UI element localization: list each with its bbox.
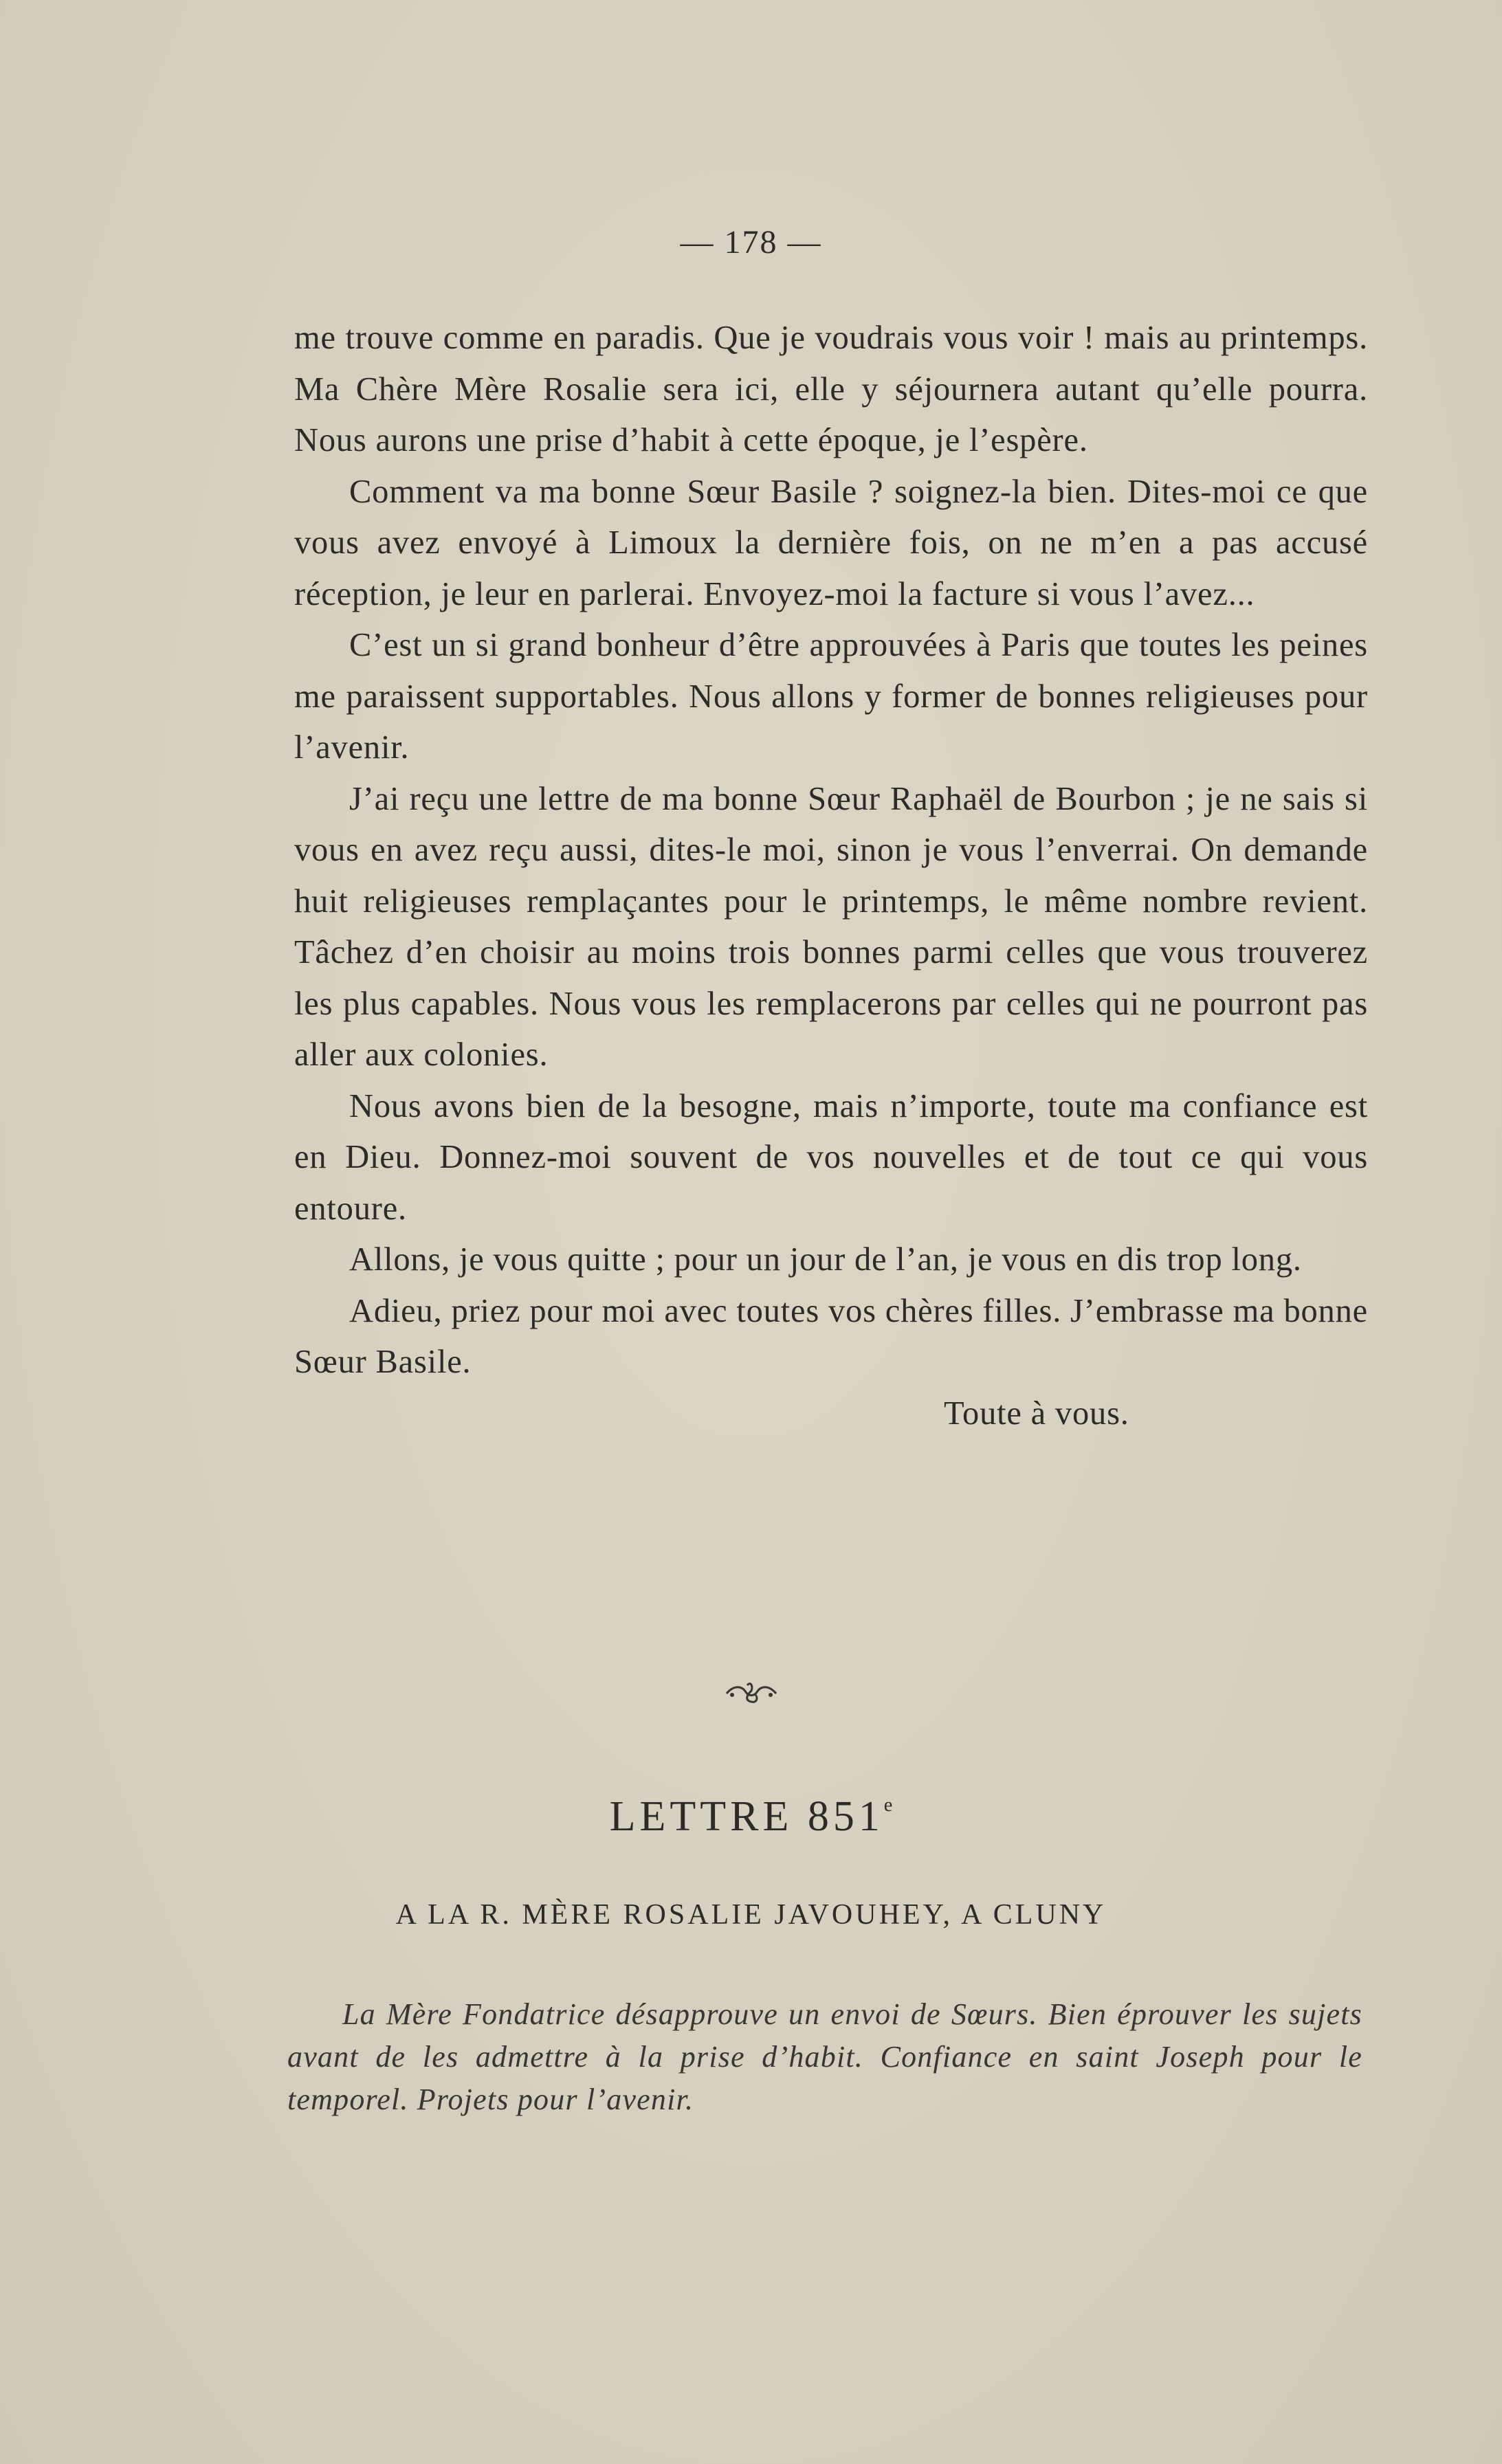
paragraph: Nous avons bien de la besogne, mais n’importe, toute ma confiance est en Dieu. Donnez-moi souvent de vos nouvelles et de tout ce qui vous entoure. (294, 1087, 1368, 1227)
paragraph: Allons, je vous quitte ; pour un jour de l’an, je vous en dis trop long. (349, 1241, 1302, 1278)
paragraph: Adieu, priez pour moi avec toutes vos chères filles. J’embrasse ma bonne Sœur Basile. (294, 1292, 1368, 1380)
letter-body (294, 313, 1368, 1439)
letter-summary: La Mère Fondatrice désapprouve un envoi de Sœurs. Bien éprouver les sujets avant de les admettre à la prise d’habit. Confiance en saint Joseph pour le temporel. Projets pour l’avenir. (287, 1997, 1362, 2116)
letter-heading-superscript: e (883, 1795, 893, 1816)
page-number: — 178 — (680, 224, 822, 260)
addressee-line: A LA R. MÈRE ROSALIE JAVOUHEY, A CLUNY (395, 1899, 1107, 1931)
paragraph: Comment va ma bonne Sœur Basile ? soignez-la bien. Dites-moi ce que vous avez envoyé à Limoux la dernière fois, on ne m’en a pas accusé réception, je leur en parlerai. Envoyez-moi la facture si vous l’avez... (294, 473, 1368, 612)
paragraph: J’ai reçu une lettre de ma bonne Sœur Raphaël de Bourbon ; je ne sais si vous en avez reçu aussi, dites-le moi, sinon je vous l’enverrai. On demande huit religieuses remplaçantes pour le printemps, le même nombre revient. Tâchez d’en choisir au moins trois bonnes parmi celles que vous trouverez les plus capables. Nous vous les remplacerons par celles qui ne pourront pas aller aux colonies. (294, 780, 1368, 1073)
paragraph-continuation: me trouve comme en paradis. Que je voudrais vous voir ! mais au printemps. Ma Chère Mère Rosalie sera ici, elle y séjournera autant qu’elle pourra. Nous aurons une prise d’habit à cette époque, je l’espère. (294, 320, 1368, 458)
letter-heading (0, 1792, 1502, 1841)
paragraph: C’est un si grand bonheur d’être approuvées à Paris que toutes les peines me paraissent supportables. Nous allons y former de bonnes religieuses pour l’avenir. (294, 627, 1368, 766)
fleuron-ornament-icon (0, 1680, 1502, 1707)
letter-heading-text: LETTRE 851 (609, 1793, 884, 1840)
signoff: Toute à vous. (944, 1395, 1129, 1432)
